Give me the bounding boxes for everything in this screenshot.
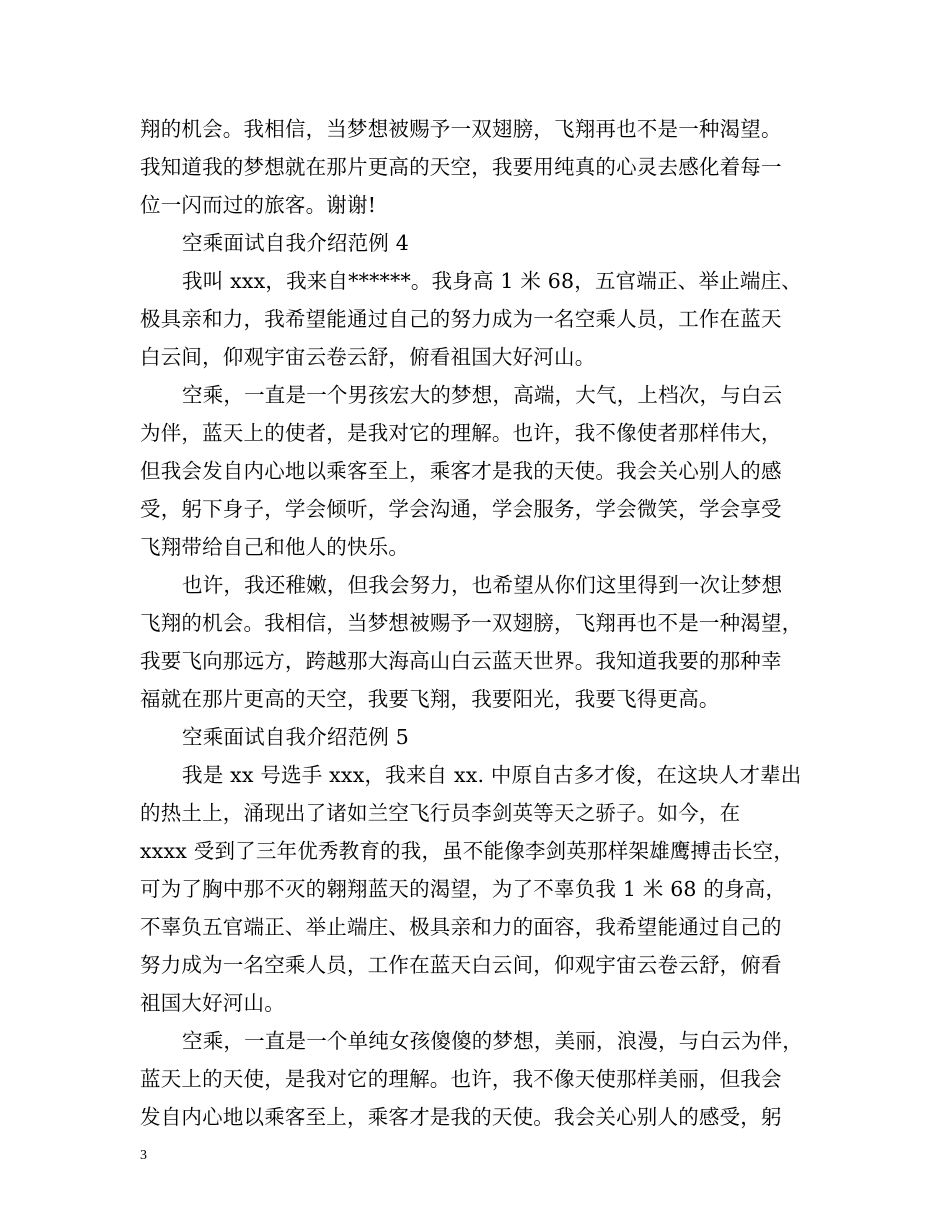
text-line: 白云间，仰观宇宙云卷云舒，俯看祖国大好河山。 <box>140 345 596 369</box>
paragraph-start-line: 我是 xx 号选手 xxx，我来自 xx. 中原自古多才俊，在这块人才辈出 <box>182 763 802 787</box>
text-line: 翔的机会。我相信，当梦想被赐予一双翅膀，飞翔再也不是一种渴望。 <box>140 117 782 141</box>
text-line: 祖国大好河山。 <box>140 991 285 1015</box>
text-line: 福就在那片更高的天空，我要飞翔，我要阳光，我要飞得更高。 <box>140 687 720 711</box>
paragraph-start-line: 空乘，一直是一个单纯女孩傻傻的梦想，美丽，浪漫，与白云为伴， <box>182 1029 803 1053</box>
body-text <box>140 110 830 1136</box>
text-line: 飞翔带给自己和他人的快乐。 <box>140 535 410 559</box>
text-line: 我知道我的梦想就在那片更高的天空，我要用纯真的心灵去感化着每一 <box>140 155 782 179</box>
text-line: 为伴，蓝天上的使者，是我对它的理解。也许，我不像使者那样伟大， <box>140 421 782 445</box>
text-line: 但我会发自内心地以乘客至上，乘客才是我的天使。我会关心别人的感 <box>140 459 782 483</box>
page-number: 3 <box>140 1148 147 1163</box>
paragraph-start-line: 空乘面试自我介绍范例 5 <box>182 725 409 749</box>
text-line: 位一闪而过的旅客。谢谢! <box>140 193 377 217</box>
text-line: 的热土上，涌现出了诸如兰空飞行员李剑英等天之骄子。如今，在 <box>140 801 741 825</box>
text-line: 发自内心地以乘客至上，乘客才是我的天使。我会关心别人的感受，躬 <box>140 1105 782 1129</box>
paragraph-start-line: 也许，我还稚嫩，但我会努力，也希望从你们这里得到一次让梦想 <box>182 573 783 597</box>
paragraph-start-line: 空乘面试自我介绍范例 4 <box>182 231 409 255</box>
text-line: 受，躬下身子，学会倾听，学会沟通，学会服务，学会微笑，学会享受 <box>140 497 782 521</box>
paragraph-start-line: 空乘，一直是一个男孩宏大的梦想，高端，大气，上档次，与白云 <box>182 383 783 407</box>
text-line: 我要飞向那远方，跨越那大海高山白云蓝天世界。我知道我要的那种幸 <box>140 649 782 673</box>
text-line: 蓝天上的天使，是我对它的理解。也许，我不像天使那样美丽，但我会 <box>140 1067 782 1091</box>
paragraph-start-line: 我叫 xxx，我来自******。我身高 1 米 68，五官端正、举止端庄、 <box>182 269 802 293</box>
text-line: 努力成为一名空乘人员，工作在蓝天白云间，仰观宇宙云卷云舒，俯看 <box>140 953 782 977</box>
text-line: xxxx 受到了三年优秀教育的我，虽不能像李剑英那样架雄鹰搏击长空， <box>140 839 795 863</box>
text-line: 极具亲和力，我希望能通过自己的努力成为一名空乘人员，工作在蓝天 <box>140 307 782 331</box>
text-line: 不辜负五官端正、举止端庄、极具亲和力的面容，我希望能通过自己的 <box>140 915 782 939</box>
text-line: 可为了胸中那不灭的翱翔蓝天的渴望，为了不辜负我 1 米 68 的身高， <box>140 877 787 901</box>
text-line: 飞翔的机会。我相信，当梦想被赐予一双翅膀，飞翔再也不是一种渴望， <box>140 611 803 635</box>
